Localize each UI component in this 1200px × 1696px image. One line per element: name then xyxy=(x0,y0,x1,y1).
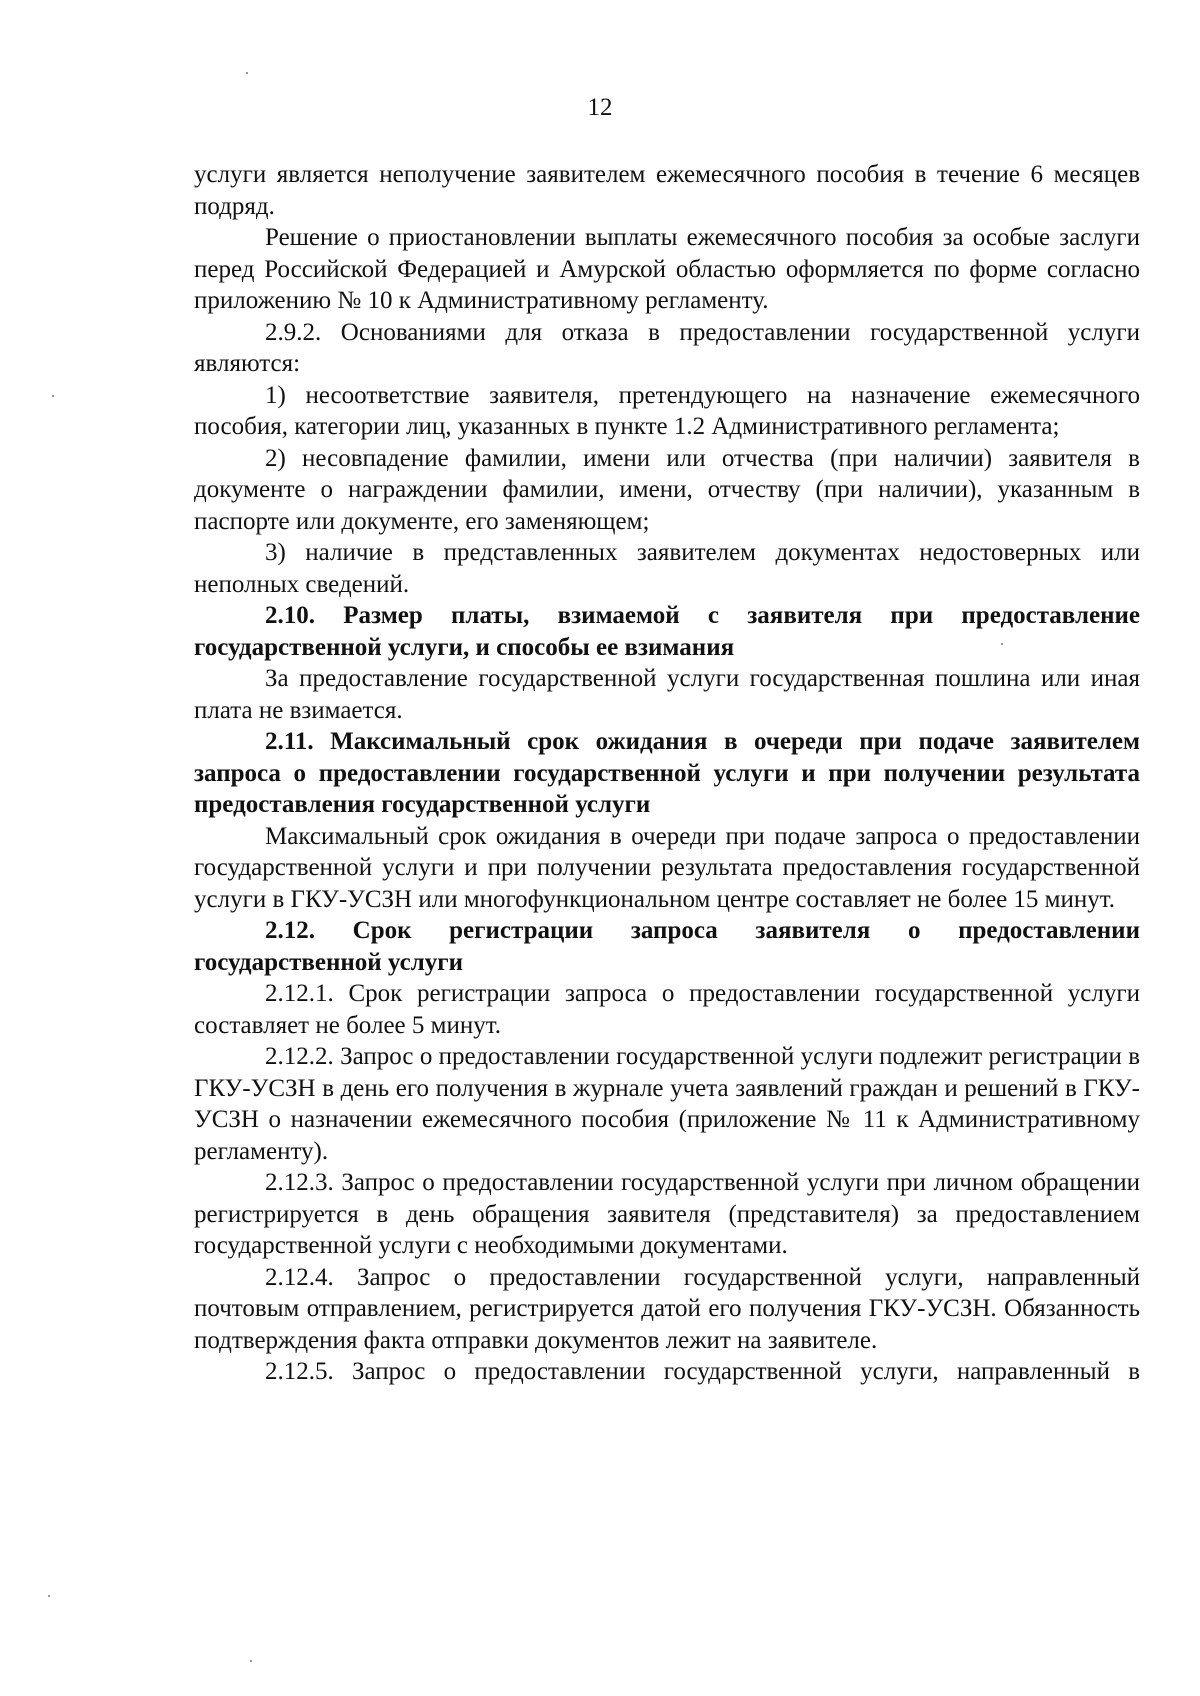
scan-speck xyxy=(1001,643,1003,645)
scan-speck xyxy=(52,395,54,397)
body-paragraph: 2.9.2. Основаниями для отказа в предоставлении государственной услуги являются: xyxy=(194,318,1140,377)
body-paragraph: 1) несоответствие заявителя, претендующего на назначение ежемесячного пособия, категории лиц, указанных в пункте 1.2 Административного регламента; xyxy=(194,381,1140,440)
section-heading: 2.12. Срок регистрации запроса заявителя о предоставлении государственной услуги xyxy=(194,917,1140,976)
body-paragraph: 2) несовпадение фамилии, имени или отчества (при наличии) заявителя в документе о награждении фамилии, имени, отчеству (при наличии), указанным в паспорте или документе, его заменяющем; xyxy=(194,444,1140,535)
body-paragraph: 2.12.4. Запрос о предоставлении государственной услуги, направленный почтовым отправлением, регистрируется датой его получения ГКУ-УСЗН. Обязанность подтверждения факта отправки документов лежит на заявителе. xyxy=(194,1263,1140,1354)
body-paragraph: услуги является неполучение заявителем ежемесячного пособия в течение 6 месяцев подряд. xyxy=(194,161,1140,220)
body-paragraph: 2.12.3. Запрос о предоставлении государственной услуги при личном обращении регистрируется в день обращения заявителя (представителя) за предоставлением государственной услуги с необходимыми документами. xyxy=(194,1169,1140,1259)
scan-speck xyxy=(246,72,248,74)
scan-speck xyxy=(250,1660,252,1662)
section-heading: 2.10. Размер платы, взимаемой с заявителя при предоставление государственной услуги, и способы ее взимания xyxy=(194,602,1140,661)
body-paragraph: 3) наличие в представленных заявителем документах недостоверных или неполных сведений. xyxy=(194,539,1140,598)
scan-speck xyxy=(48,1595,50,1597)
body-paragraph: Максимальный срок ожидания в очереди при подаче запроса о предоставлении государственной услуги и при получении результата предоставления государственной услуги в ГКУ-УСЗН или многофункциональном центре составляет не более 15 минут. xyxy=(194,822,1140,913)
body-paragraph: За предоставление государственной услуги государственная пошлина или иная плата не взимается. xyxy=(194,665,1140,724)
body-paragraph: 2.12.2. Запрос о предоставлении государственной услуги подлежит регистрации в ГКУ-УСЗН в день его получения в журнале учета заявлений граждан и решений в ГКУ-УСЗН о назначении ежемесячного пособия (приложение № 11 к Административному регламенту). xyxy=(194,1043,1140,1165)
page-number: 12 xyxy=(587,94,613,121)
body-paragraph: 2.12.5. Запрос о предоставлении государственной услуги, направленный в xyxy=(265,1358,1140,1385)
document-body xyxy=(194,159,1140,1388)
section-heading: 2.11. Максимальный срок ожидания в очереди при подаче заявителем запроса о предоставлении государственной услуги и при получении результата предоставления государственной услуги xyxy=(194,728,1140,818)
body-paragraph: 2.12.1. Срок регистрации запроса о предоставлении государственной услуги составляет не более 5 минут. xyxy=(194,980,1140,1039)
body-paragraph: Решение о приостановлении выплаты ежемесячного пособия за особые заслуги перед Российской Федерацией и Амурской областью оформляется по форме согласно приложению № 10 к Административному регламенту. xyxy=(194,224,1140,314)
